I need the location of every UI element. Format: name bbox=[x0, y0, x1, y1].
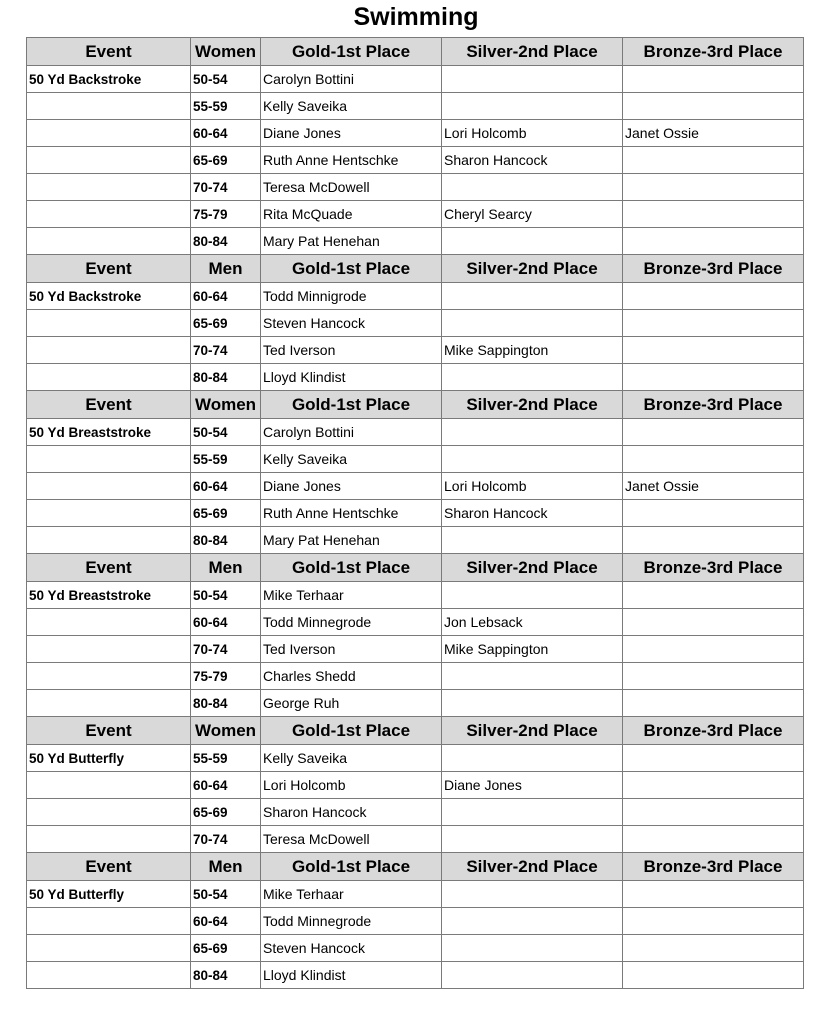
event-column-header: Event bbox=[27, 853, 191, 881]
event-column-header: Event bbox=[27, 38, 191, 66]
gold-winner-cell: Kelly Saveika bbox=[261, 93, 442, 120]
results-table bbox=[26, 37, 804, 989]
gold-column-header: Gold-1st Place bbox=[261, 853, 442, 881]
gold-winner-cell: Kelly Saveika bbox=[261, 745, 442, 772]
event-name-cell: 50 Yd Backstroke bbox=[27, 66, 191, 93]
bronze-winner-cell bbox=[623, 283, 804, 310]
age-group-cell: 50-54 bbox=[191, 66, 261, 93]
table-row bbox=[27, 147, 804, 174]
event-name-cell bbox=[27, 174, 191, 201]
silver-column-header: Silver-2nd Place bbox=[442, 391, 623, 419]
gold-winner-cell: Carolyn Bottini bbox=[261, 419, 442, 446]
gold-winner-cell: Steven Hancock bbox=[261, 310, 442, 337]
silver-winner-cell bbox=[442, 826, 623, 853]
table-row bbox=[27, 527, 804, 554]
age-group-cell: 50-54 bbox=[191, 582, 261, 609]
age-group-cell: 75-79 bbox=[191, 663, 261, 690]
table-row bbox=[27, 446, 804, 473]
gold-winner-cell: Mary Pat Henehan bbox=[261, 527, 442, 554]
event-name-cell bbox=[27, 663, 191, 690]
table-row bbox=[27, 826, 804, 853]
age-group-cell: 70-74 bbox=[191, 636, 261, 663]
gold-winner-cell: Ruth Anne Hentschke bbox=[261, 147, 442, 174]
gold-winner-cell: Todd Minnigrode bbox=[261, 283, 442, 310]
silver-winner-cell bbox=[442, 881, 623, 908]
bronze-winner-cell bbox=[623, 609, 804, 636]
age-group-cell: 60-64 bbox=[191, 772, 261, 799]
gold-winner-cell: Lloyd Klindist bbox=[261, 364, 442, 391]
gold-winner-cell: George Ruh bbox=[261, 690, 442, 717]
age-group-cell: 70-74 bbox=[191, 174, 261, 201]
event-name-cell bbox=[27, 527, 191, 554]
bronze-winner-cell bbox=[623, 772, 804, 799]
gold-winner-cell: Ted Iverson bbox=[261, 636, 442, 663]
bronze-column-header: Bronze-3rd Place bbox=[623, 38, 804, 66]
event-name-cell bbox=[27, 826, 191, 853]
results-table-body bbox=[27, 38, 804, 989]
silver-winner-cell bbox=[442, 228, 623, 255]
age-group-cell: 80-84 bbox=[191, 690, 261, 717]
gold-winner-cell: Lloyd Klindist bbox=[261, 962, 442, 989]
silver-winner-cell bbox=[442, 174, 623, 201]
bronze-winner-cell bbox=[623, 228, 804, 255]
silver-winner-cell bbox=[442, 419, 623, 446]
bronze-winner-cell bbox=[623, 500, 804, 527]
bronze-winner-cell bbox=[623, 147, 804, 174]
silver-winner-cell: Cheryl Searcy bbox=[442, 201, 623, 228]
gold-winner-cell: Steven Hancock bbox=[261, 935, 442, 962]
event-name-cell bbox=[27, 908, 191, 935]
silver-winner-cell bbox=[442, 364, 623, 391]
gold-column-header: Gold-1st Place bbox=[261, 38, 442, 66]
table-row bbox=[27, 283, 804, 310]
gold-winner-cell: Teresa McDowell bbox=[261, 174, 442, 201]
bronze-winner-cell bbox=[623, 636, 804, 663]
age-group-cell: 60-64 bbox=[191, 120, 261, 147]
age-group-cell: 65-69 bbox=[191, 935, 261, 962]
bronze-winner-cell: Janet Ossie bbox=[623, 473, 804, 500]
silver-column-header: Silver-2nd Place bbox=[442, 717, 623, 745]
table-row bbox=[27, 609, 804, 636]
bronze-winner-cell bbox=[623, 908, 804, 935]
table-row bbox=[27, 66, 804, 93]
table-row bbox=[27, 93, 804, 120]
gold-column-header: Gold-1st Place bbox=[261, 255, 442, 283]
gold-winner-cell: Lori Holcomb bbox=[261, 772, 442, 799]
event-name-cell bbox=[27, 147, 191, 174]
bronze-winner-cell bbox=[623, 799, 804, 826]
gold-winner-cell: Mary Pat Henehan bbox=[261, 228, 442, 255]
event-column-header: Event bbox=[27, 554, 191, 582]
age-group-cell: 65-69 bbox=[191, 310, 261, 337]
event-name-cell bbox=[27, 962, 191, 989]
event-name-cell bbox=[27, 337, 191, 364]
event-name-cell bbox=[27, 93, 191, 120]
silver-column-header: Silver-2nd Place bbox=[442, 255, 623, 283]
bronze-winner-cell bbox=[623, 935, 804, 962]
table-row bbox=[27, 310, 804, 337]
silver-winner-cell bbox=[442, 527, 623, 554]
bronze-winner-cell bbox=[623, 527, 804, 554]
silver-winner-cell bbox=[442, 690, 623, 717]
silver-column-header: Silver-2nd Place bbox=[442, 853, 623, 881]
bronze-winner-cell: Janet Ossie bbox=[623, 120, 804, 147]
age-group-cell: 60-64 bbox=[191, 283, 261, 310]
silver-winner-cell: Jon Lebsack bbox=[442, 609, 623, 636]
division-column-header: Men bbox=[191, 853, 261, 881]
table-row bbox=[27, 745, 804, 772]
bronze-winner-cell bbox=[623, 93, 804, 120]
silver-winner-cell bbox=[442, 283, 623, 310]
silver-winner-cell: Sharon Hancock bbox=[442, 500, 623, 527]
silver-winner-cell bbox=[442, 446, 623, 473]
bronze-winner-cell bbox=[623, 364, 804, 391]
section-header-row bbox=[27, 38, 804, 66]
bronze-column-header: Bronze-3rd Place bbox=[623, 717, 804, 745]
event-name-cell bbox=[27, 446, 191, 473]
gold-winner-cell: Charles Shedd bbox=[261, 663, 442, 690]
event-name-cell bbox=[27, 201, 191, 228]
age-group-cell: 70-74 bbox=[191, 826, 261, 853]
bronze-winner-cell bbox=[623, 663, 804, 690]
age-group-cell: 55-59 bbox=[191, 446, 261, 473]
gold-winner-cell: Teresa McDowell bbox=[261, 826, 442, 853]
gold-winner-cell: Rita McQuade bbox=[261, 201, 442, 228]
silver-winner-cell: Mike Sappington bbox=[442, 337, 623, 364]
table-row bbox=[27, 500, 804, 527]
gold-winner-cell: Todd Minnegrode bbox=[261, 609, 442, 636]
bronze-winner-cell bbox=[623, 337, 804, 364]
event-name-cell bbox=[27, 636, 191, 663]
silver-winner-cell bbox=[442, 93, 623, 120]
gold-winner-cell: Diane Jones bbox=[261, 120, 442, 147]
event-name-cell: 50 Yd Breaststroke bbox=[27, 582, 191, 609]
gold-column-header: Gold-1st Place bbox=[261, 717, 442, 745]
table-row bbox=[27, 582, 804, 609]
age-group-cell: 60-64 bbox=[191, 908, 261, 935]
table-row bbox=[27, 636, 804, 663]
bronze-winner-cell bbox=[623, 174, 804, 201]
gold-winner-cell: Ruth Anne Hentschke bbox=[261, 500, 442, 527]
silver-winner-cell bbox=[442, 582, 623, 609]
table-row bbox=[27, 935, 804, 962]
age-group-cell: 60-64 bbox=[191, 609, 261, 636]
gold-winner-cell: Sharon Hancock bbox=[261, 799, 442, 826]
event-name-cell bbox=[27, 310, 191, 337]
bronze-column-header: Bronze-3rd Place bbox=[623, 255, 804, 283]
table-row bbox=[27, 663, 804, 690]
event-name-cell: 50 Yd Butterfly bbox=[27, 881, 191, 908]
division-column-header: Men bbox=[191, 554, 261, 582]
age-group-cell: 75-79 bbox=[191, 201, 261, 228]
division-column-header: Men bbox=[191, 255, 261, 283]
table-row bbox=[27, 908, 804, 935]
event-column-header: Event bbox=[27, 255, 191, 283]
division-column-header: Women bbox=[191, 391, 261, 419]
silver-winner-cell bbox=[442, 310, 623, 337]
event-name-cell bbox=[27, 500, 191, 527]
table-row bbox=[27, 881, 804, 908]
event-name-cell bbox=[27, 799, 191, 826]
page-title: Swimming bbox=[353, 3, 479, 31]
silver-winner-cell bbox=[442, 745, 623, 772]
gold-winner-cell: Carolyn Bottini bbox=[261, 66, 442, 93]
gold-column-header: Gold-1st Place bbox=[261, 554, 442, 582]
silver-column-header: Silver-2nd Place bbox=[442, 38, 623, 66]
age-group-cell: 65-69 bbox=[191, 500, 261, 527]
table-row bbox=[27, 419, 804, 446]
division-column-header: Women bbox=[191, 717, 261, 745]
age-group-cell: 55-59 bbox=[191, 745, 261, 772]
gold-winner-cell: Kelly Saveika bbox=[261, 446, 442, 473]
event-name-cell bbox=[27, 120, 191, 147]
table-row bbox=[27, 174, 804, 201]
bronze-winner-cell bbox=[623, 690, 804, 717]
age-group-cell: 50-54 bbox=[191, 419, 261, 446]
silver-winner-cell bbox=[442, 962, 623, 989]
event-name-cell bbox=[27, 935, 191, 962]
age-group-cell: 65-69 bbox=[191, 147, 261, 174]
table-row bbox=[27, 337, 804, 364]
gold-winner-cell: Mike Terhaar bbox=[261, 881, 442, 908]
gold-winner-cell: Diane Jones bbox=[261, 473, 442, 500]
table-row bbox=[27, 799, 804, 826]
bronze-winner-cell bbox=[623, 310, 804, 337]
gold-winner-cell: Mike Terhaar bbox=[261, 582, 442, 609]
event-name-cell bbox=[27, 228, 191, 255]
age-group-cell: 80-84 bbox=[191, 364, 261, 391]
event-name-cell: 50 Yd Butterfly bbox=[27, 745, 191, 772]
table-row bbox=[27, 364, 804, 391]
gold-winner-cell: Todd Minnegrode bbox=[261, 908, 442, 935]
event-name-cell bbox=[27, 772, 191, 799]
bronze-winner-cell bbox=[623, 582, 804, 609]
silver-winner-cell bbox=[442, 66, 623, 93]
gold-column-header: Gold-1st Place bbox=[261, 391, 442, 419]
bronze-winner-cell bbox=[623, 745, 804, 772]
silver-column-header: Silver-2nd Place bbox=[442, 554, 623, 582]
section-header-row bbox=[27, 255, 804, 283]
bronze-winner-cell bbox=[623, 446, 804, 473]
division-column-header: Women bbox=[191, 38, 261, 66]
silver-winner-cell bbox=[442, 935, 623, 962]
age-group-cell: 70-74 bbox=[191, 337, 261, 364]
table-row bbox=[27, 473, 804, 500]
silver-winner-cell: Mike Sappington bbox=[442, 636, 623, 663]
bronze-winner-cell bbox=[623, 419, 804, 446]
section-header-row bbox=[27, 554, 804, 582]
silver-winner-cell bbox=[442, 908, 623, 935]
bronze-column-header: Bronze-3rd Place bbox=[623, 391, 804, 419]
event-name-cell bbox=[27, 690, 191, 717]
table-row bbox=[27, 201, 804, 228]
silver-winner-cell: Lori Holcomb bbox=[442, 473, 623, 500]
bronze-winner-cell bbox=[623, 881, 804, 908]
silver-winner-cell: Diane Jones bbox=[442, 772, 623, 799]
bronze-winner-cell bbox=[623, 66, 804, 93]
silver-winner-cell bbox=[442, 799, 623, 826]
age-group-cell: 80-84 bbox=[191, 527, 261, 554]
silver-winner-cell: Lori Holcomb bbox=[442, 120, 623, 147]
age-group-cell: 50-54 bbox=[191, 881, 261, 908]
event-name-cell bbox=[27, 609, 191, 636]
age-group-cell: 80-84 bbox=[191, 962, 261, 989]
gold-winner-cell: Ted Iverson bbox=[261, 337, 442, 364]
table-row bbox=[27, 772, 804, 799]
table-row bbox=[27, 228, 804, 255]
event-name-cell: 50 Yd Backstroke bbox=[27, 283, 191, 310]
event-column-header: Event bbox=[27, 391, 191, 419]
bronze-winner-cell bbox=[623, 962, 804, 989]
section-header-row bbox=[27, 853, 804, 881]
age-group-cell: 65-69 bbox=[191, 799, 261, 826]
silver-winner-cell: Sharon Hancock bbox=[442, 147, 623, 174]
silver-winner-cell bbox=[442, 663, 623, 690]
bronze-column-header: Bronze-3rd Place bbox=[623, 554, 804, 582]
event-name-cell bbox=[27, 364, 191, 391]
bronze-winner-cell bbox=[623, 201, 804, 228]
age-group-cell: 80-84 bbox=[191, 228, 261, 255]
section-header-row bbox=[27, 717, 804, 745]
table-row bbox=[27, 690, 804, 717]
event-name-cell bbox=[27, 473, 191, 500]
age-group-cell: 55-59 bbox=[191, 93, 261, 120]
table-row bbox=[27, 962, 804, 989]
section-header-row bbox=[27, 391, 804, 419]
bronze-column-header: Bronze-3rd Place bbox=[623, 853, 804, 881]
event-column-header: Event bbox=[27, 717, 191, 745]
event-name-cell: 50 Yd Breaststroke bbox=[27, 419, 191, 446]
table-row bbox=[27, 120, 804, 147]
bronze-winner-cell bbox=[623, 826, 804, 853]
age-group-cell: 60-64 bbox=[191, 473, 261, 500]
